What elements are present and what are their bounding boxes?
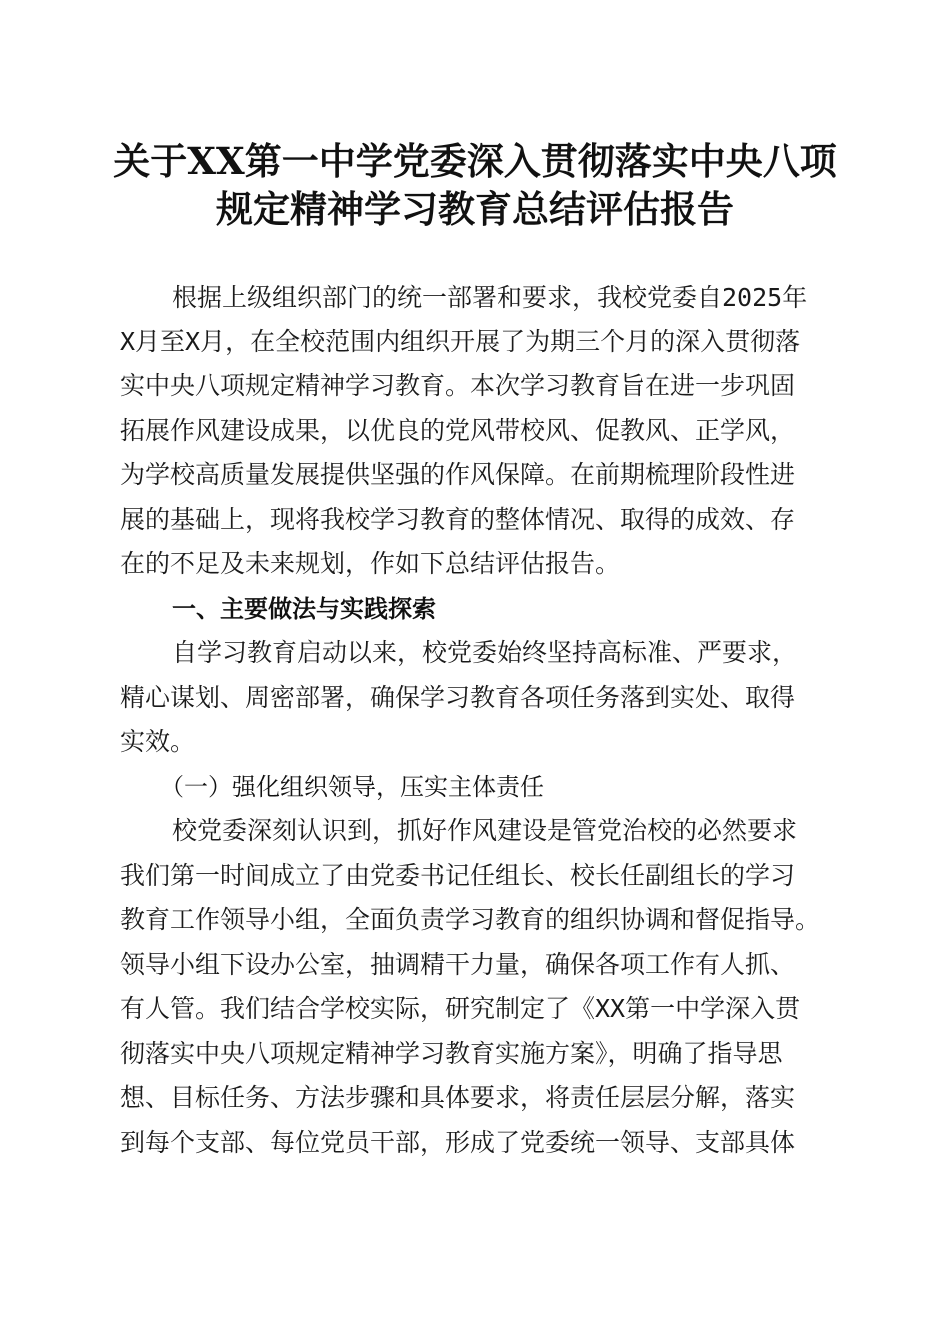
paragraph-line: 为学校高质量发展提供坚强的作风保障。在前期梳理阶段性进: [120, 460, 796, 489]
paragraph-line: 到每个支部、每位党员干部，形成了党委统一领导、支部具体: [120, 1128, 796, 1157]
document-title-line-2: 规定精神学习教育总结评估报告: [216, 187, 734, 231]
paragraph-line: 自学习教育启动以来，校党委始终坚持高标准、严要求，: [172, 638, 798, 667]
paragraph-line: 拓展作风建设成果，以优良的党风带校风、促教风、正学风，: [120, 416, 796, 445]
paragraph-line: 彻落实中央八项规定精神学习教育实施方案》，明确了指导思: [120, 1039, 783, 1068]
document-title-line-1: 关于XX第一中学党委深入贯彻落实中央八项: [113, 139, 837, 183]
paragraph-line: 精心谋划、周密部署，确保学习教育各项任务落到实处、取得: [120, 683, 796, 712]
section-heading: 一、主要做法与实践探索: [172, 595, 436, 623]
paragraph-line: 领导小组下设办公室，抽调精干力量，确保各项工作有人抓、: [120, 950, 796, 979]
paragraph-line: 根据上级组织部门的统一部署和要求，我校党委自2025年: [172, 283, 808, 312]
paragraph-line: 教育工作领导小组，全面负责学习教育的组织协调和督促指导。: [120, 905, 821, 934]
paragraph-line: X月至X月，在全校范围内组织开展了为期三个月的深入贯彻落: [120, 327, 801, 356]
subsection-heading: （一）强化组织领导，压实主体责任: [160, 773, 544, 801]
paragraph-line: 实中央八项规定精神学习教育。本次学习教育旨在进一步巩固: [120, 371, 796, 400]
paragraph-line: 有人管。我们结合学校实际，研究制定了《XX第一中学深入贯: [120, 994, 801, 1023]
paragraph-line: 校党委深刻认识到，抓好作风建设是管党治校的必然要求: [172, 816, 798, 845]
paragraph-line: 展的基础上，现将我校学习教育的整体情况、取得的成效、存: [120, 505, 796, 534]
paragraph-line: 想、目标任务、方法步骤和具体要求，将责任层层分解，落实: [120, 1083, 796, 1112]
paragraph-line: 我们第一时间成立了由党委书记任组长、校长任副组长的学习: [120, 861, 796, 890]
paragraph-line: 在的不足及未来规划，作如下总结评估报告。: [120, 549, 621, 578]
paragraph-line: 实效。: [120, 727, 196, 756]
